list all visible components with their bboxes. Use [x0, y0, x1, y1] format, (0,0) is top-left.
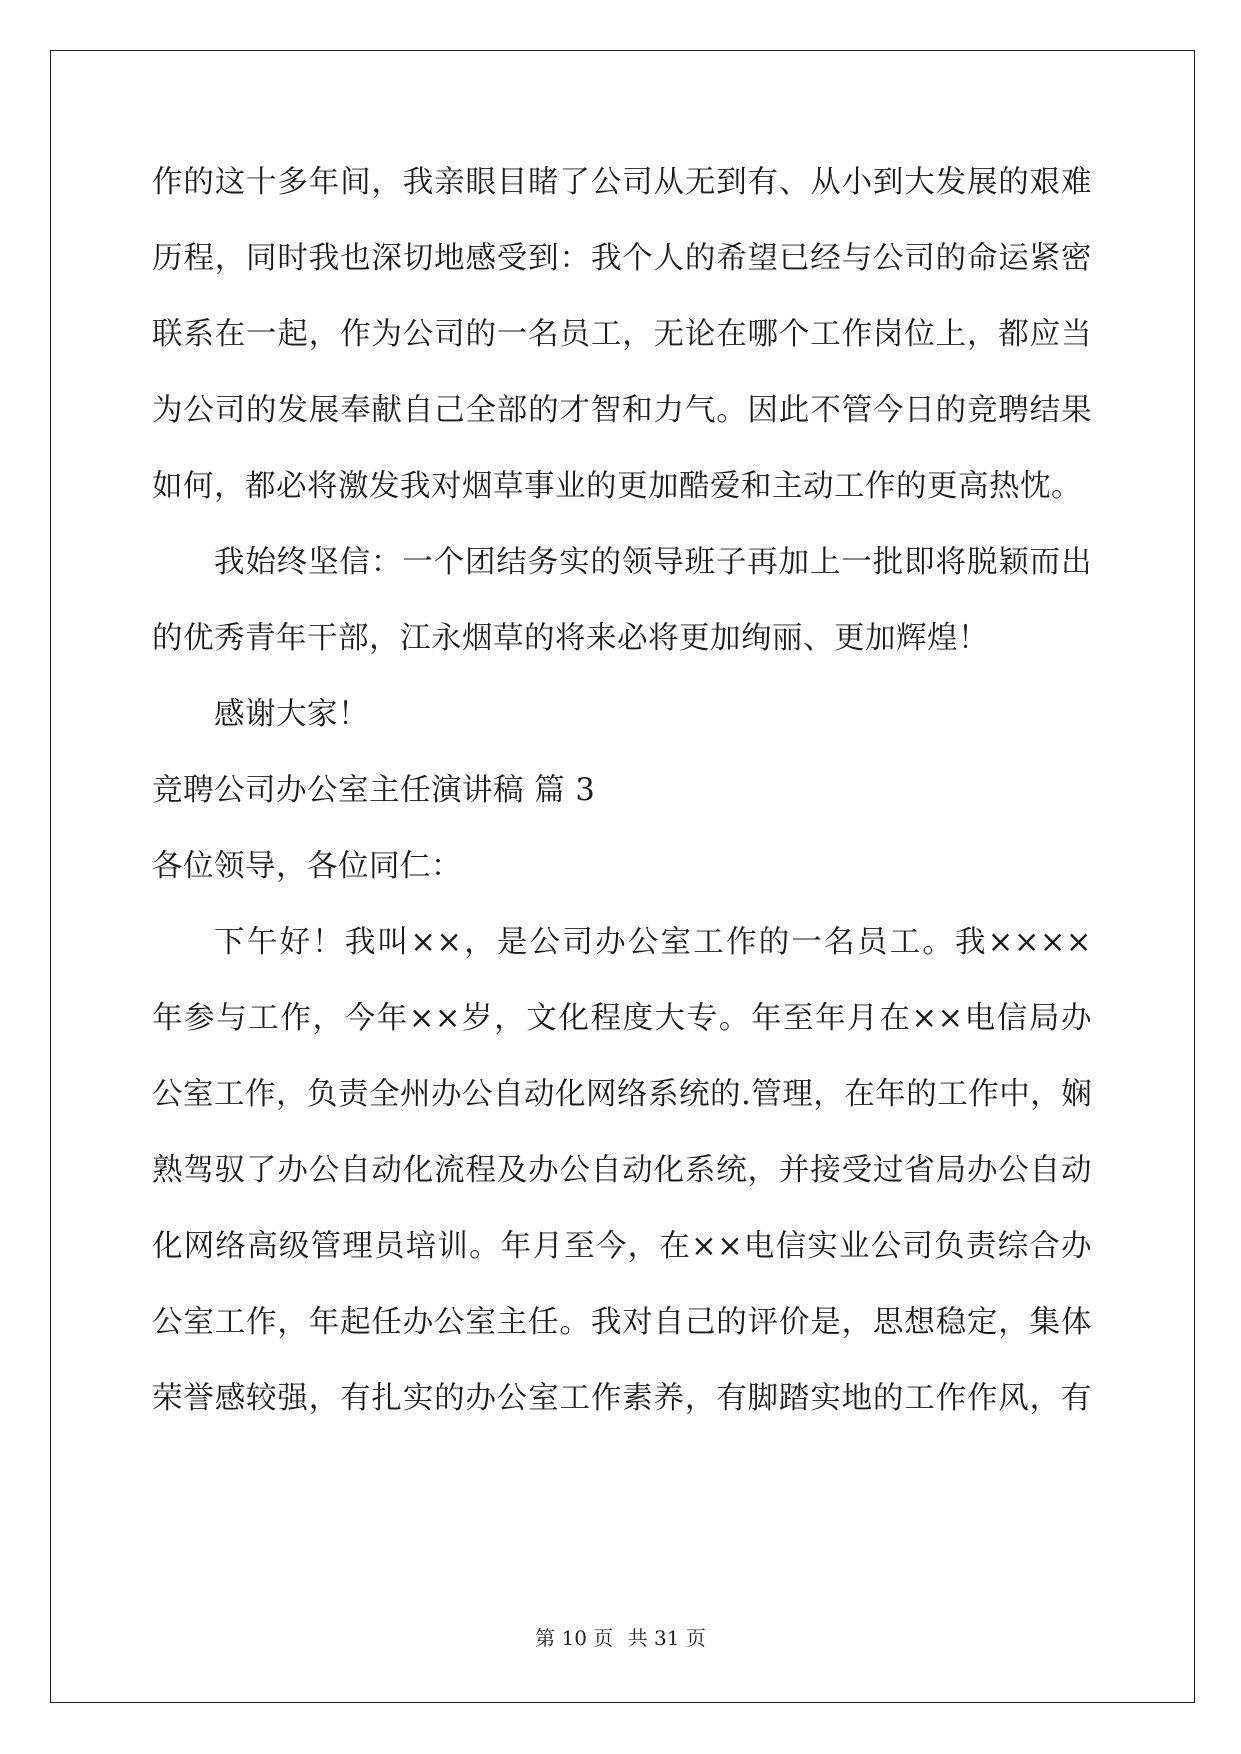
text-line: 作的这十多年间，我亲眼目睹了公司从无到有、从小到大发展的艰难 — [152, 165, 1092, 200]
text-line: 公室工作，负责全州办公自动化网络系统的.管理，在年的工作中，娴 — [152, 1077, 1093, 1112]
text-line: 如何，都必将激发我对烟草事业的更加酷爱和主动工作的更高热忱。 — [152, 469, 1082, 504]
text-line: 历程，同时我也深切地感受到：我个人的希望已经与公司的命运紧密 — [152, 241, 1092, 276]
page-number: 第 10 页 — [535, 1626, 614, 1650]
paragraph-start-line: 感谢大家！ — [214, 697, 369, 732]
text-line: 化网络高级管理员培训。年月至今，在××电信实业公司负责综合办 — [152, 1229, 1092, 1264]
text-line: 公室工作，年起任办公室主任。我对自己的评价是，思想稳定，集体 — [152, 1305, 1092, 1340]
text-line: 的优秀青年干部，江永烟草的将来必将更加绚丽、更加辉煌！ — [152, 621, 989, 656]
text-line: 荣誉感较强，有扎实的办公室工作素养，有脚踏实地的工作作风，有 — [152, 1381, 1092, 1416]
text-line: 熟驾驭了办公自动化流程及办公自动化系统，并接受过省局办公自动 — [152, 1153, 1092, 1188]
text-line: 年参与工作，今年××岁，文化程度大专。年至年月在××电信局办 — [152, 1001, 1092, 1036]
paragraph-start-line: 我始终坚信：一个团结务实的领导班子再加上一批即将脱颖而出 — [214, 545, 1092, 580]
section-heading: 竞聘公司办公室主任演讲稿 篇 3 — [152, 773, 596, 808]
salutation: 各位领导，各位同仁： — [152, 849, 462, 884]
text-line: 为公司的发展奉献自己全部的才智和力气。因此不管今日的竞聘结果 — [152, 393, 1092, 428]
page-footer — [0, 1623, 1241, 1653]
paragraph-start-line: 下午好！我叫××，是公司办公室工作的一名员工。我×××× — [214, 925, 1092, 960]
page-total: 共 31 页 — [627, 1626, 706, 1650]
text-line: 联系在一起，作为公司的一名员工，无论在哪个工作岗位上，都应当 — [152, 317, 1092, 352]
